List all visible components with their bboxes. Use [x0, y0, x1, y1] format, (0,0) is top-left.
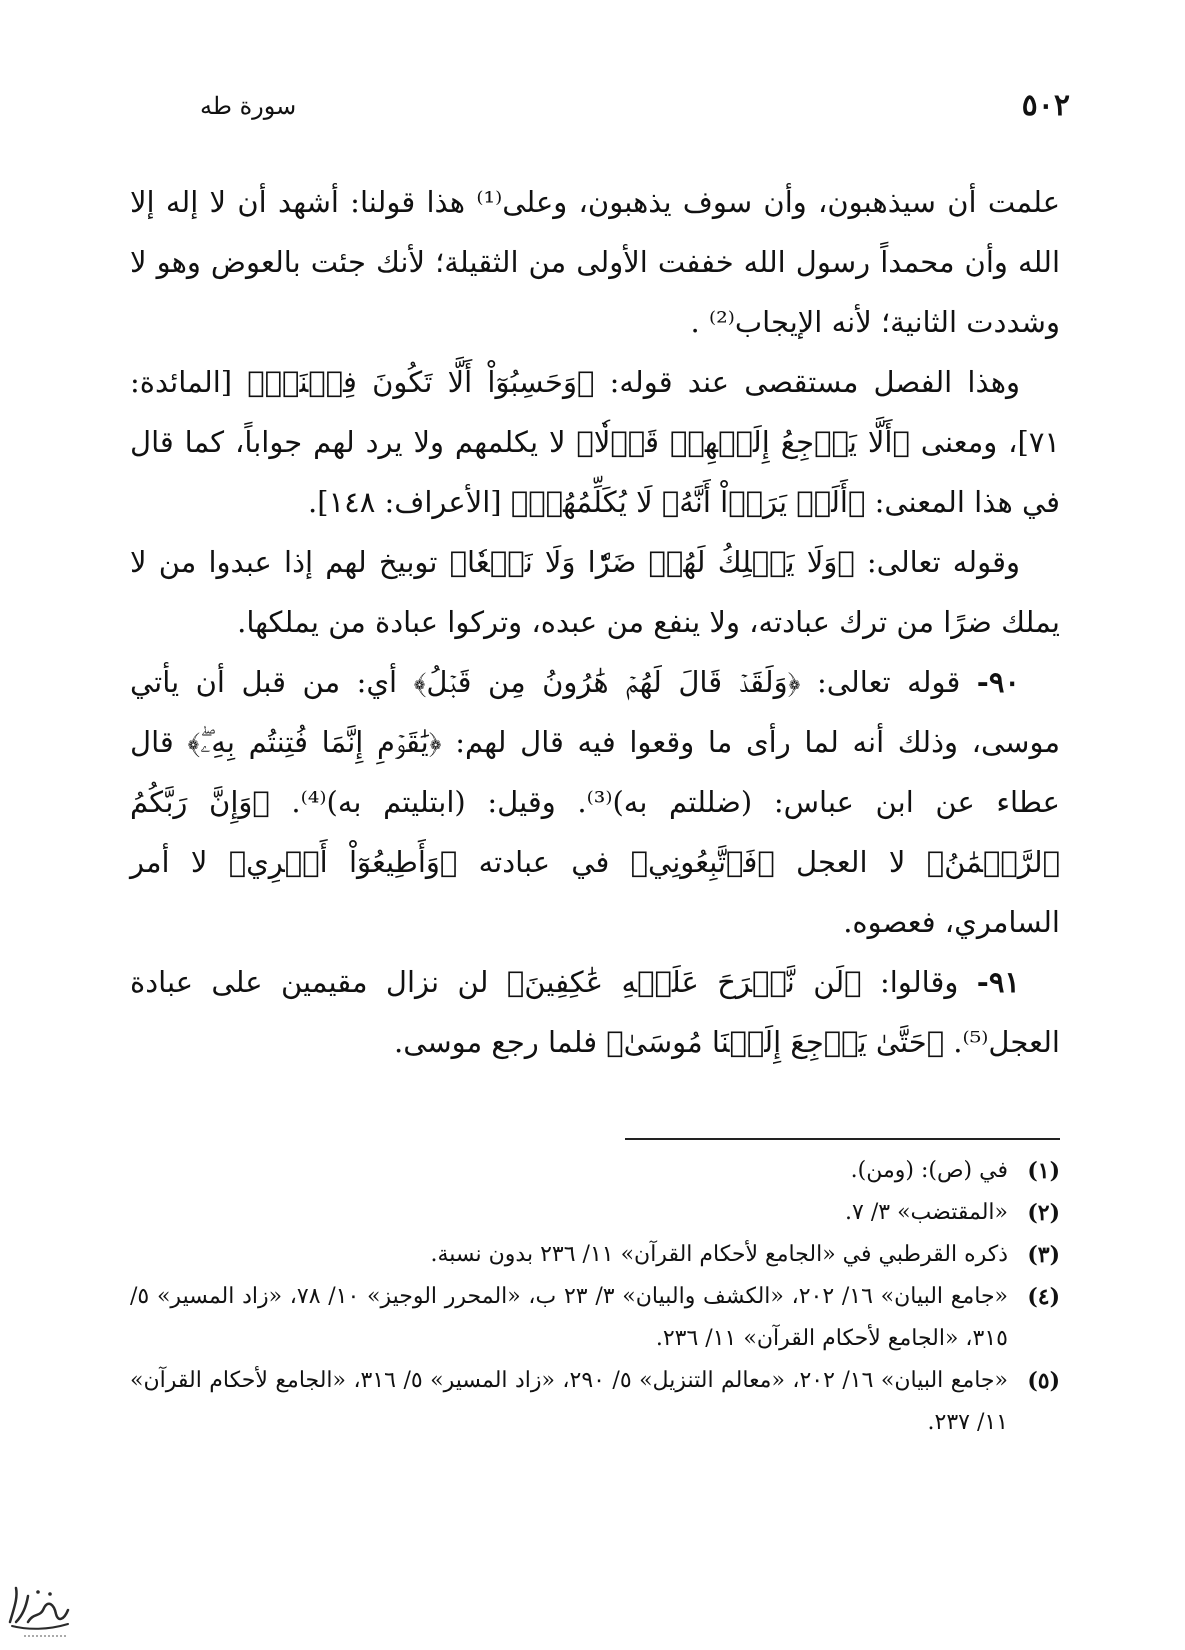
footnote-text: في (ص): (ومن).: [850, 1158, 1008, 1183]
verse-number: ٩٠-: [976, 665, 1020, 699]
footnote-item: [130, 1150, 1060, 1192]
footnote-mark: (٥): [1027, 1368, 1060, 1394]
footnote-item: [130, 1192, 1060, 1234]
footnote-text: «جامع البيان» ١٦/ ٢٠٢، «معالم التنزيل» ٥/ ٢٩٠، «زاد المسير» ٥/ ٣١٦، «الجامع لأحكام القرآن» ١١/ ٢٣٧.: [130, 1368, 1008, 1435]
main-text: [130, 172, 1060, 1072]
paragraph-verse-90: [130, 652, 1060, 952]
verse-number: ٩١-: [976, 965, 1020, 999]
almoshahed-logo-icon: [4, 1578, 74, 1642]
page-number: ٥٠٢: [1021, 88, 1070, 123]
verse-commentary: قوله تعالى: ﴿وَلَقَدۡ قَالَ لَهُمۡ هَٰرُونُ مِن قَبۡلُ﴾ أي: من قبل أن يأتي موسى، وذلك أنه لما رأى ما وقعوا فيه قال لهم: ﴿يَٰقَوۡمِ إِنَّمَا فُتِنتُم بِهِۦۖ﴾ قال عطاء عن ابن عباس: (ضللتم به)⁽³⁾. وقيل: (ابتليتم به)⁽⁴⁾. ﴿وَإِنَّ رَبَّكُمُ ٱلرَّحۡمَٰنُ﴾ لا العجل ﴿فَٱتَّبِعُونِي﴾ في عبادته ﴿وَأَطِيعُوٓاْ أَمۡرِي﴾ لا أمر السامري، فعصوه.: [130, 665, 1060, 939]
footnote-mark: (٣): [1027, 1242, 1060, 1268]
verse-commentary: وقالوا: ﴿لَن نَّبۡرَحَ عَلَيۡهِ عَٰكِفِينَ﴾ لن نزال مقيمين على عبادة العجل⁽⁵⁾. ﴿حَتَّىٰ يَرۡجِعَ إِلَيۡنَا مُوسَىٰ﴾ فلما رجع موسى.: [130, 965, 1060, 1059]
footnote-text: «المقتضب» ٣/ ٧.: [845, 1200, 1008, 1225]
footnotes: [130, 1150, 1060, 1444]
paragraph-1: علمت أن سيذهبون، وأن سوف يذهبون، وعلى⁽¹⁾ هذا قولنا: أشهد أن لا إله إلا الله وأن محمداً رسول الله خففت الأولى من الثقيلة؛ لأنك جئت بالعوض وهو لا وشددت الثانية؛ لأنه الإيجاب⁽²⁾ .: [130, 185, 1060, 339]
footnote-item: [130, 1360, 1060, 1444]
page-header: [200, 88, 1070, 138]
footnote-mark: (١): [1027, 1158, 1060, 1184]
footnote-separator: [625, 1138, 1060, 1140]
footnote-mark: (٢): [1027, 1200, 1060, 1226]
footnote-mark: (٤): [1027, 1284, 1060, 1310]
footnote-text: «جامع البيان» ١٦/ ٢٠٢، «الكشف والبيان» ٣/ ٢٣ ب، «المحرر الوجيز» ١٠/ ٧٨، «زاد المسير» ٥/ ٣١٥، «الجامع لأحكام القرآن» ١١/ ٢٣٦.: [130, 1284, 1009, 1351]
footnote-text: ذكره القرطبي في «الجامع لأحكام القرآن» ١١/ ٢٣٦ بدون نسبة.: [430, 1242, 1008, 1267]
footnote-item: [130, 1234, 1060, 1276]
paragraph-3: وقوله تعالى: ﴿وَلَا يَمۡلِكُ لَهُمۡ ضَرّٗا وَلَا نَفۡعٗا﴾ توبيخ لهم إذا عبدوا من لا يملك ضرًا من ترك عبادته، ولا ينفع من عبده، وتركوا عبادة من يملكها.: [130, 545, 1060, 639]
paragraph-verse-91: [130, 952, 1060, 1072]
footnote-item: [130, 1276, 1060, 1360]
running-title: سورة طه: [200, 92, 297, 120]
paragraph-2: وهذا الفصل مستقصى عند قوله: ﴿وَحَسِبُوٓاْ أَلَّا تَكُونَ فِتۡنَةٞ﴾ [المائدة: ٧١]، ومعنى ﴿أَلَّا يَرۡجِعُ إِلَيۡهِمۡ قَوۡلٗا﴾ لا يكلمهم ولا يرد لهم جواباً، كما قال في هذا المعنى: ﴿أَلَمۡ يَرَوۡاْ أَنَّهُۥ لَا يُكَلِّمُهُمۡ﴾ [الأعراف: ١٤٨].: [130, 365, 1060, 519]
